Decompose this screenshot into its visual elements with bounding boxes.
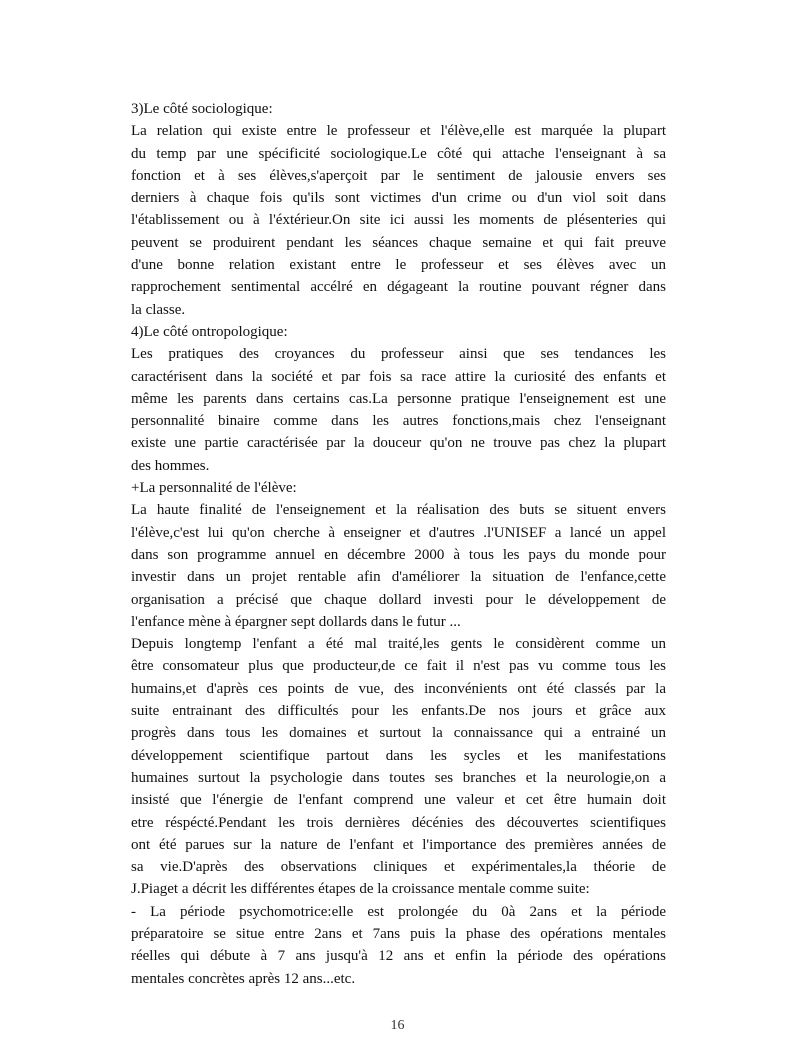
text-line: personnalité binaire comme dans les autres fonctions,mais chez l'enseignant: [131, 413, 666, 430]
text-line: préparatoire se situe entre 2ans et 7ans puis la phase des opérations mentales: [131, 925, 666, 942]
text-line: fonction et à ses élèves,s'aperçoit par le sentiment de jalousie envers ses: [131, 167, 666, 184]
text-line: l'élève,c'est lui qu'on cherche à enseigner et d'autres .l'UNISEF a lancé un appel: [131, 524, 666, 541]
text-line: réelles qui débute à 7 ans jusqu'à 12 ans et enfin la période des opérations: [131, 948, 666, 965]
page-number: 16: [390, 1018, 405, 1033]
text-line: etre réspécté.Pendant les trois dernières décénies des découvertes scientifiques: [131, 814, 666, 831]
paragraph: [131, 901, 666, 990]
text-line: humaines surtout la psychologie dans toutes ses branches et la neurologie,on a: [131, 769, 666, 786]
text-line: Les pratiques des croyances du professeur ainsi que ses tendances les: [131, 346, 666, 363]
text-line: derniers à chaque fois qu'ils sont victimes d'un crime ou d'un viol soit dans: [131, 190, 666, 207]
section-heading: [131, 477, 666, 499]
text-line: progrès dans tous les domaines et surtout la connaissance qui a entrainé un: [131, 725, 666, 742]
text-line: humains,et d'après ces points de vue, des inconvénients ont été classés par la: [131, 680, 666, 697]
paragraph: [131, 633, 666, 901]
text-line: organisation a précisé que chaque dollard investi pour le développement de: [131, 591, 666, 608]
text-line: investir dans un projet rentable afin d'améliorer la situation de l'enfance,cette: [131, 569, 666, 586]
text-line: rapprochement sentimental accélré en dégageant la routine pouvant régner dans: [131, 279, 666, 296]
text-line: caractérisent dans la société et par fois sa race attire la curiosité des enfants et: [131, 368, 666, 385]
text-line: dans son programme annuel en décembre 2000 à tous les pays du monde pour: [131, 546, 666, 563]
text-line: peuvent se produirent pendant les séances chaque semaine et qui fait preuve: [131, 234, 666, 251]
text-line: l'enfance mène à épargner sept dollards dans le futur ...: [131, 613, 461, 630]
text-line: La relation qui existe entre le professeur et l'élève,elle est marquée la plupart: [131, 123, 666, 140]
text-line: J.Piaget a décrit les différentes étapes de la croissance mentale comme suite:: [131, 881, 590, 898]
text-line: des hommes.: [131, 457, 210, 474]
text-line: insisté que l'énergie de l'enfant comprend une valeur et cet être humain doit: [131, 792, 666, 809]
text-line: La haute finalité de l'enseignement et la réalisation des buts se situent envers: [131, 502, 666, 519]
paragraph: [131, 499, 666, 633]
text-line: l'établissement ou à l'éxtérieur.On site ici aussi les moments de plésenteries qui: [131, 212, 666, 229]
section-heading: [131, 321, 666, 343]
text-line: même les parents dans certains cas.La personne pratique l'enseignement est une: [131, 390, 666, 407]
text-line: 4)Le côté ontropologique:: [131, 323, 288, 340]
paragraph: [131, 343, 666, 477]
text-line: suite entrainant des difficultés pour les enfants.De nos jours et grâce aux: [131, 703, 666, 720]
text-line: 3)Le côté sociologique:: [131, 101, 273, 117]
paragraph: [131, 120, 666, 321]
section-heading: [131, 98, 666, 120]
text-line: sa vie.D'après des observations cliniques et expérimentales,la théorie de: [131, 859, 666, 876]
text-line: d'une bonne relation existant entre le professeur et ses élèves avec un: [131, 257, 666, 274]
text-line: être consomateur plus que producteur,de ce fait il n'est pas vu comme tous les: [131, 658, 666, 675]
text-line: la classe.: [131, 301, 186, 318]
document-body: [131, 98, 666, 990]
text-line: du temp par une spécificité sociologique.Le côté qui attache l'enseignant à sa: [131, 145, 666, 162]
text-line: existe une partie caractérisée par la douceur qu'on ne trouve pas chez la plupart: [131, 435, 666, 452]
text-line: ont été parues sur la nature de l'enfant et l'importance des premières années de: [131, 836, 666, 853]
text-line: - La période psychomotrice:elle est prolongée du 0à 2ans et la période: [131, 903, 666, 920]
text-line: mentales concrètes après 12 ans...etc.: [131, 970, 356, 987]
text-line: +La personnalité de l'élève:: [131, 480, 297, 497]
text-line: développement scientifique partout dans les sycles et les manifestations: [131, 747, 666, 764]
text-line: Depuis longtemp l'enfant a été mal traité,les gents le considèrent comme un: [131, 636, 666, 653]
